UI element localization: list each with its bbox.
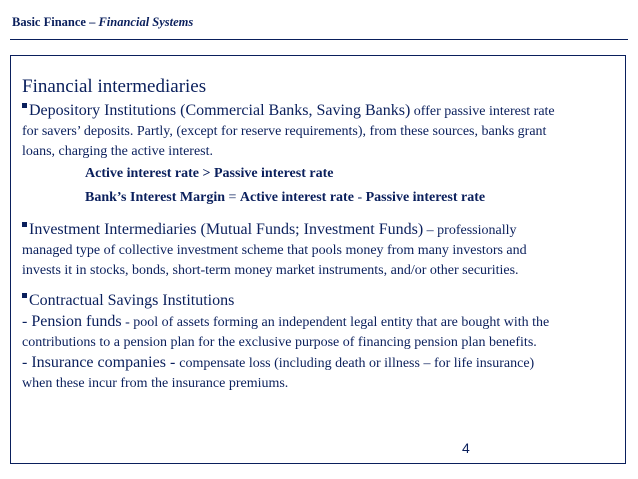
pension-label: - Pension funds — [22, 313, 122, 330]
depository-text-3: loans, charging the active interest. — [22, 144, 214, 159]
header-subtitle: Financial Systems — [98, 15, 194, 29]
insurance-text-1: compensate loss (including death or illness – for life insurance) — [179, 356, 535, 371]
investment-heading: Investment Intermediaries (Mutual Funds; Investment Funds) — [22, 221, 423, 238]
page-number: 4 — [462, 440, 470, 456]
formula-active-passive: Active interest rate > Passive interest rate — [85, 166, 334, 181]
investment-paragraph — [22, 220, 622, 281]
margin-right-2: Passive interest rate — [365, 190, 486, 205]
investment-text-2: managed type of collective investment scheme that pools money from many investors and — [22, 243, 527, 258]
header-divider — [10, 39, 628, 40]
pension-text-2: contributions to a pension plan for the exclusive purpose of financing pension plan benefits. — [22, 335, 537, 350]
investment-text-3: invests it in stocks, bonds, short-term money market instruments, and/or other securities. — [22, 263, 519, 278]
pension-text-1: - pool of assets forming an independent legal entity that are bought with the — [121, 315, 550, 330]
slide-header — [12, 9, 624, 35]
margin-left: Bank’s Interest Margin — [85, 190, 225, 205]
margin-minus: - — [353, 190, 366, 205]
slide-title: Financial intermediaries — [22, 76, 207, 97]
insurance-text-2: when these incur from the insurance premiums. — [22, 376, 289, 391]
depository-heading: Depository Institutions (Commercial Banks, Saving Banks) — [22, 102, 410, 119]
margin-right-1: Active interest rate — [239, 190, 354, 205]
header-title: Basic Finance – — [12, 15, 99, 29]
investment-text-1: – professionally — [423, 223, 517, 238]
contractual-heading: Contractual Savings Institutions — [22, 292, 234, 309]
formula-interest-margin — [85, 186, 622, 210]
depository-text-2: for savers’ deposits. Partly, (except for reserve requirements), from these sources, banks grant — [22, 124, 547, 139]
margin-eq: = — [225, 190, 240, 205]
insurance-label: - Insurance companies - — [22, 354, 180, 371]
contractual-paragraph — [22, 291, 622, 394]
depository-paragraph — [22, 101, 622, 162]
slide-content — [22, 75, 622, 394]
depository-text-1: offer passive interest rate — [413, 104, 555, 119]
